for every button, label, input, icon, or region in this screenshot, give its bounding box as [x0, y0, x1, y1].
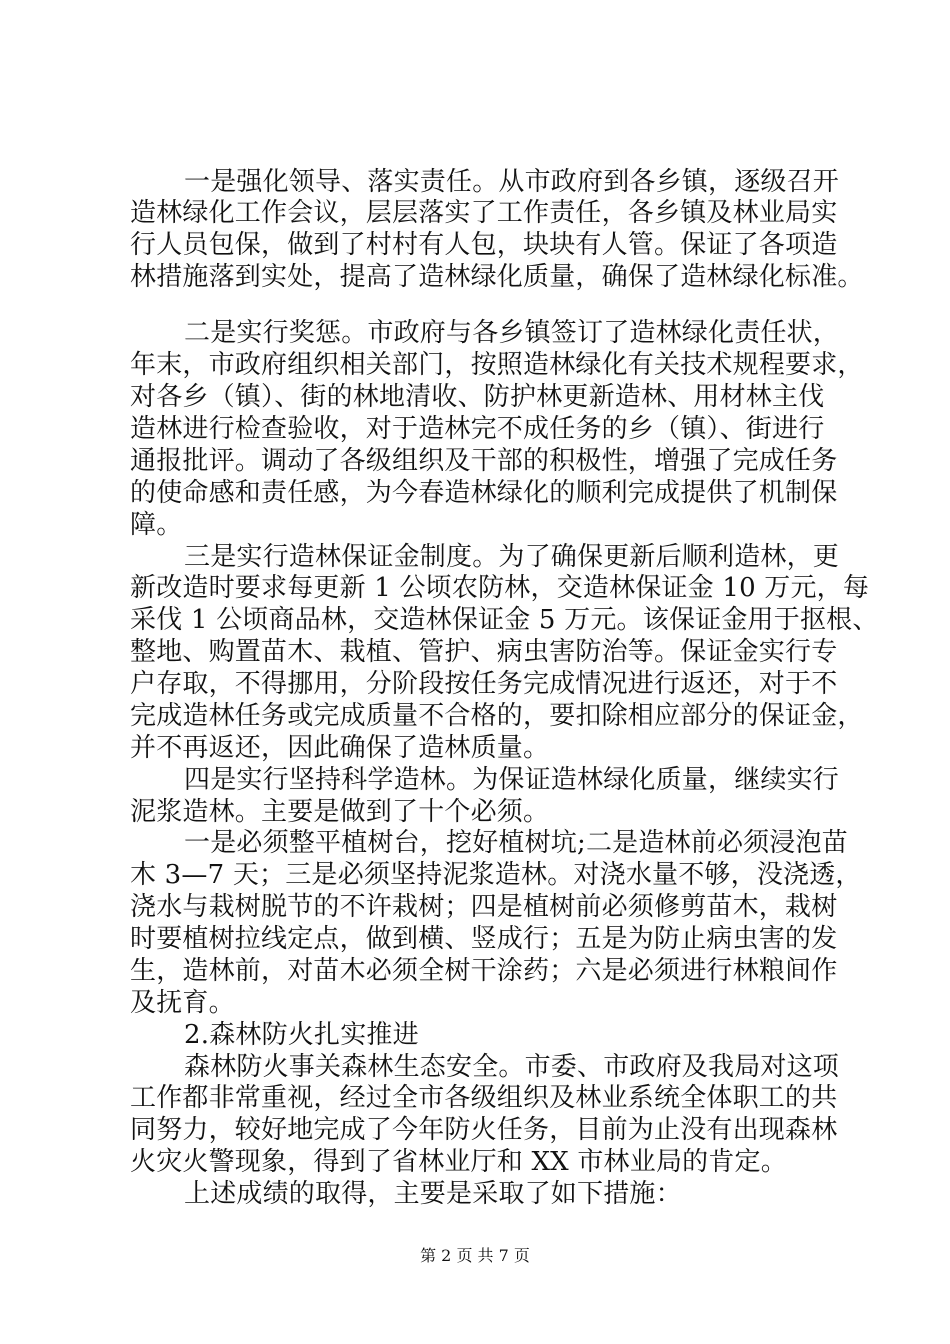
text-line: 林措施落到实处，提高了造林绿化质量，确保了造林绿化标准。 — [130, 262, 864, 292]
text-line: 造林绿化工作会议，层层落实了工作责任，各乡镇及林业局实 — [130, 198, 838, 228]
page-number-footer: 第 2 页 共 7 页 — [420, 1246, 530, 1265]
text-line: 整地、购置苗木、栽植、管护、病虫害防治等。保证金实行专 — [130, 637, 838, 667]
section-heading: 2.森林防火扎实推进 — [184, 1020, 419, 1050]
text-line: 木 3—7 天；三是必须坚持泥浆造林。对浇水量不够，没浇透， — [130, 860, 862, 890]
text-line: 及抚育。 — [130, 988, 235, 1018]
text-line: 户存取，不得挪用，分阶段按任务完成情况进行返还，对于不 — [130, 669, 838, 699]
text-line: 森林防火事关森林生态安全。市委、市政府及我局对这项 — [184, 1052, 840, 1082]
text-line: 的使命感和责任感，为今春造林绿化的顺利完成提供了机制保 — [130, 478, 838, 508]
text-line: 年末，市政府组织相关部门，按照造林绿化有关技术规程要求， — [130, 350, 864, 380]
text-line: 工作都非常重视，经过全市各级组织及林业系统全体职工的共 — [130, 1083, 838, 1113]
text-line: 火灾火警现象，得到了省林业厅和 XX 市林业局的肯定。 — [130, 1147, 787, 1177]
text-line: 并不再返还，因此确保了造林质量。 — [130, 733, 550, 763]
text-line: 同努力，较好地完成了今年防火任务，目前为止没有出现森林 — [130, 1115, 838, 1145]
text-line: 泥浆造林。主要是做到了十个必须。 — [130, 797, 550, 827]
text-line: 完成造林任务或完成质量不合格的，要扣除相应部分的保证金， — [130, 701, 864, 731]
text-line: 四是实行坚持科学造林。为保证造林绿化质量，继续实行 — [184, 765, 840, 795]
text-line: 通报批评。调动了各级组织及干部的积极性，增强了完成任务 — [130, 446, 838, 476]
text-line: 上述成绩的取得，主要是采取了如下措施： — [184, 1179, 682, 1209]
text-line: 二是实行奖惩。市政府与各乡镇签订了造林绿化责任状， — [184, 318, 840, 348]
text-line: 造林进行检查验收，对于造林完不成任务的乡（镇）、街进行 — [130, 414, 825, 444]
text-line: 浇水与栽树脱节的不许栽树；四是植树前必须修剪苗木，栽树 — [130, 892, 838, 922]
text-line: 时要植树拉线定点，做到横、竖成行；五是为防止病虫害的发 — [130, 924, 838, 954]
text-line: 一是必须整平植树台，挖好植树坑;二是造林前必须浸泡苗 — [184, 828, 848, 858]
text-line: 三是实行造林保证金制度。为了确保更新后顺利造林，更 — [184, 542, 840, 572]
text-line: 新改造时要求每更新 1 公顷农防林，交造林保证金 10 万元，每 — [130, 573, 870, 603]
text-line: 一是强化领导、落实责任。从市政府到各乡镇，逐级召开 — [184, 167, 840, 197]
text-line: 对各乡（镇）、街的林地清收、防护林更新造林、用材林主伐 — [130, 382, 825, 412]
text-line: 行人员包保，做到了村村有人包，块块有人管。保证了各项造 — [130, 230, 838, 260]
text-line: 采伐 1 公顷商品林，交造林保证金 5 万元。该保证金用于抠根、 — [130, 605, 879, 635]
text-line: 障。 — [130, 510, 183, 540]
text-line: 生，造林前，对苗木必须全树干涂药；六是必须进行林粮间作 — [130, 956, 838, 986]
